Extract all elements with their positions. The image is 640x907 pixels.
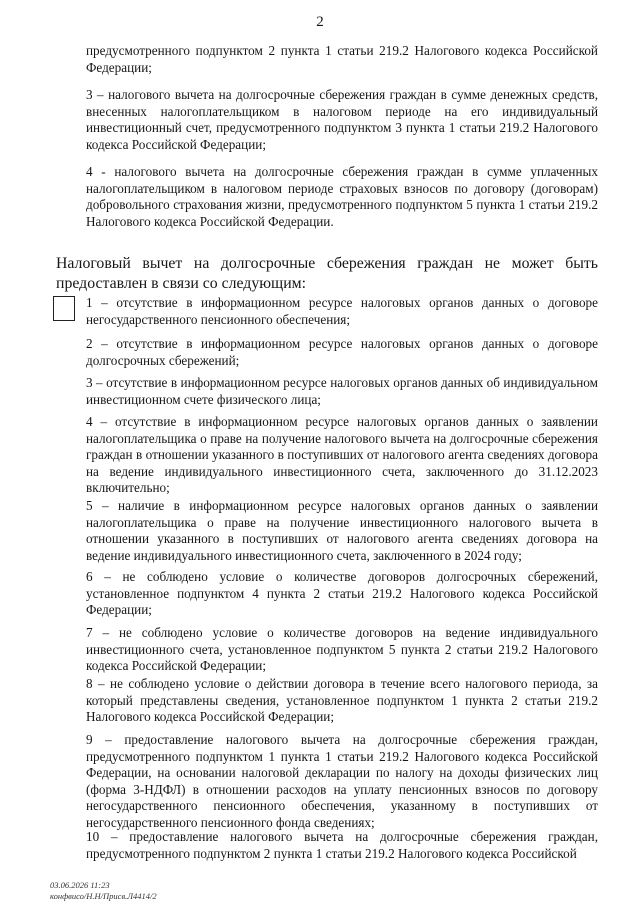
reason-4: 4 – отсутствие в информационном ресурсе налоговых органов данных о заявлении налогоплательщика о праве на получение налогового вычета на долгосрочные сбережения граждан в отношении указанного в поступивших от налогового агента сведениях договора на ведение индивидуального инвестиционного счета, заключенного до 31.12.2023 включительно; — [86, 414, 598, 496]
stamp-date: 03.06.2026 11:23 — [50, 880, 110, 890]
top-item-4: 4 - налогового вычета на долгосрочные сбережения граждан в сумме уплаченных налогоплательщиком в налоговом периоде страховых взносов по договору (договорам) добровольного страхования жизни, предусмотренного подпунктом 5 пункта 1 статьи 219.2 Налогового кодекса Российской Федерации. — [86, 164, 598, 229]
reason-9: 9 – предоставление налогового вычета на долгосрочные сбережения граждан, предусмотренного подпунктом 1 пункта 1 статьи 219.2 Налогового кодекса Российской Федерации, на основании налоговой декларации по налогу на доходы физических лиц (форма 3-НДФЛ) в отношении расходов на уплату пенсионных взносов по договору негосударственного пенсионного обеспечения, указанному в поступивших от негосударственного пенсионного фонда сведениях; — [86, 732, 598, 830]
reason-5: 5 – наличие в информационном ресурсе налоговых органов данных о заявлении налогоплательщика о праве на получение инвестиционного налогового вычета в отношении указанного в поступивших от налогового агента сведениях договора на ведение индивидуального инвестиционного счета, заключенного в 2024 году; — [86, 498, 598, 563]
reason-6: 6 – не соблюдено условие о количестве договоров долгосрочных сбережений, установленное подпунктом 4 пункта 2 статьи 219.2 Налогового кодекса Российской Федерации; — [86, 569, 598, 618]
top-item-3: 3 – налогового вычета на долгосрочные сбережения граждан в сумме денежных средств, внесенных налогоплательщиком в налоговом периоде на его индивидуальный инвестиционный счет, предусмотренного подпунктом 3 пункта 1 статьи 219.2 Налогового кодекса Российской Федерации; — [86, 87, 598, 152]
stamp-ref: конфвисо/Н.Н/Присв.Л4414/2 — [50, 891, 157, 901]
reason-1-checkbox[interactable] — [53, 296, 75, 321]
reason-8: 8 – не соблюдено условие о действии договора в течение всего налогового периода, за который представлены сведения, установленное подпунктом 1 пункта 2 статьи 219.2 Налогового кодекса Российской Федерации; — [86, 676, 598, 725]
top-item-continuation: предусмотренного подпунктом 2 пункта 1 статьи 219.2 Налогового кодекса Российской Федерации; — [86, 43, 598, 75]
intro-heading: Налоговый вычет на долгосрочные сбережения граждан не может быть предоставлен в связи со следующим: — [56, 255, 598, 292]
reason-7: 7 – не соблюдено условие о количестве договоров на ведение индивидуального инвестиционного счета, установленное подпунктом 5 пункта 2 статьи 219.2 Налогового кодекса Российской Федерации; — [86, 625, 598, 674]
reason-10: 10 – предоставление налогового вычета на долгосрочные сбережения граждан, предусмотренного подпунктом 2 пункта 1 статьи 219.2 Налогового кодекса Российской — [86, 829, 598, 861]
reason-3: 3 – отсутствие в информационном ресурсе налоговых органов данных об индивидуальном инвестиционном счете физического лица; — [86, 375, 598, 407]
reason-2: 2 – отсутствие в информационном ресурсе налоговых органов данных о договоре долгосрочных сбережений; — [86, 336, 598, 368]
reason-1: 1 – отсутствие в информационном ресурсе налоговых органов данных о договоре негосударственного пенсионного обеспечения; — [86, 295, 598, 327]
page-number: 2 — [316, 14, 324, 30]
